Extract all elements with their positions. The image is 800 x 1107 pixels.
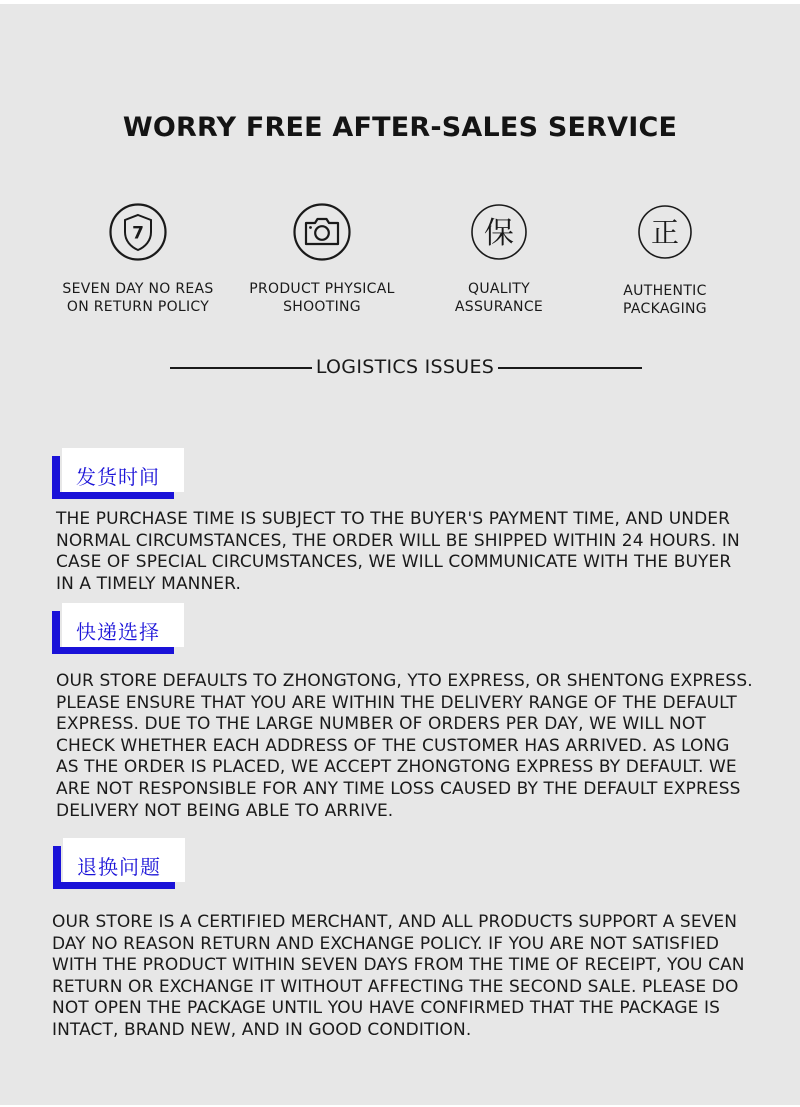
section-heading-text: 发货时间 <box>76 465 160 489</box>
section-body-courier-choice: OUR STORE DEFAULTS TO ZHONGTONG, YTO EXPRESS, OR SHENTONG EXPRESS. PLEASE ENSURE THAT YOU ARE WITHIN THE DELIVERY RANGE OF THE DEFAULT EXPRESS. DUE TO THE LARGE NUMBER OF ORDERS PER DAY, WE WILL NOT CHECK WHETHER EACH ADDRESS OF THE CUSTOMER HAS ARRIVED. AS LONG AS THE ORDER IS PLACED, WE ACCEPT ZHONGTONG EXPRESS BY DEFAULT. WE ARE NOT RESPONSIBLE FOR ANY TIME LOSS CAUSED BY THE DEFAULT EXPRESS DELIVERY NOT BEING ABLE TO ARRIVE. <box>56 671 753 821</box>
quality-assurance-icon <box>469 202 529 262</box>
section-heading-text: 退换问题 <box>77 855 161 879</box>
feature-label: SEVEN DAY NO REAS ON RETURN POLICY <box>62 281 214 315</box>
divider-label: LOGISTICS ISSUES <box>315 356 495 378</box>
authentic-glyph: 正 <box>650 216 680 249</box>
section-body-shipping-time: THE PURCHASE TIME IS SUBJECT TO THE BUYER'S PAYMENT TIME, AND UNDER NORMAL CIRCUMSTANCES, THE ORDER WILL BE SHIPPED WITHIN 24 HOURS. IN CASE OF SPECIAL CIRCUMSTANCES, WE WILL COMMUNICATE WITH THE BUYER IN A TIMELY MANNER. <box>56 509 740 594</box>
camera-icon <box>292 202 352 262</box>
section-body-returns: OUR STORE IS A CERTIFIED MERCHANT, AND ALL PRODUCTS SUPPORT A SEVEN DAY NO REASON RETURN AND EXCHANGE POLICY. IF YOU ARE NOT SATISFIED WITH THE PRODUCT WITHIN SEVEN DAYS FROM THE TIME OF RECEIPT, YOU CAN RETURN OR EXCHANGE IT WITHOUT AFFECTING THE SECOND SALE. PLEASE DO NOT OPEN THE PACKAGE UNTIL YOU HAVE CONFIRMED THAT THE PACKAGE IS INTACT, BRAND NEW, AND IN GOOD CONDITION. <box>52 912 745 1040</box>
authentic-icon <box>635 202 695 262</box>
feature-seven-day-return <box>48 202 228 316</box>
section-heading-shipping-time <box>52 448 186 498</box>
quality-glyph: 保 <box>484 216 514 251</box>
section-heading-courier-choice <box>52 603 186 653</box>
feature-label: PRODUCT PHYSICAL SHOOTING <box>249 281 395 315</box>
after-sales-panel <box>0 4 800 1105</box>
section-heading-returns <box>53 838 187 888</box>
page-title: WORRY FREE AFTER-SALES SERVICE <box>122 112 678 143</box>
section-heading-text: 快递选择 <box>76 620 160 644</box>
feature-authentic-packaging <box>575 202 755 318</box>
feature-label: AUTHENTIC PACKAGING <box>623 283 707 317</box>
divider-line-right <box>498 367 642 369</box>
divider-line-left <box>170 367 312 369</box>
shield-glyph: 7 <box>132 223 144 244</box>
logistics-divider <box>0 356 800 380</box>
seven-day-shield-icon <box>108 202 168 262</box>
feature-quality-assurance <box>409 202 589 316</box>
feature-label: QUALITY ASSURANCE <box>454 281 544 315</box>
feature-product-shooting <box>232 202 412 316</box>
